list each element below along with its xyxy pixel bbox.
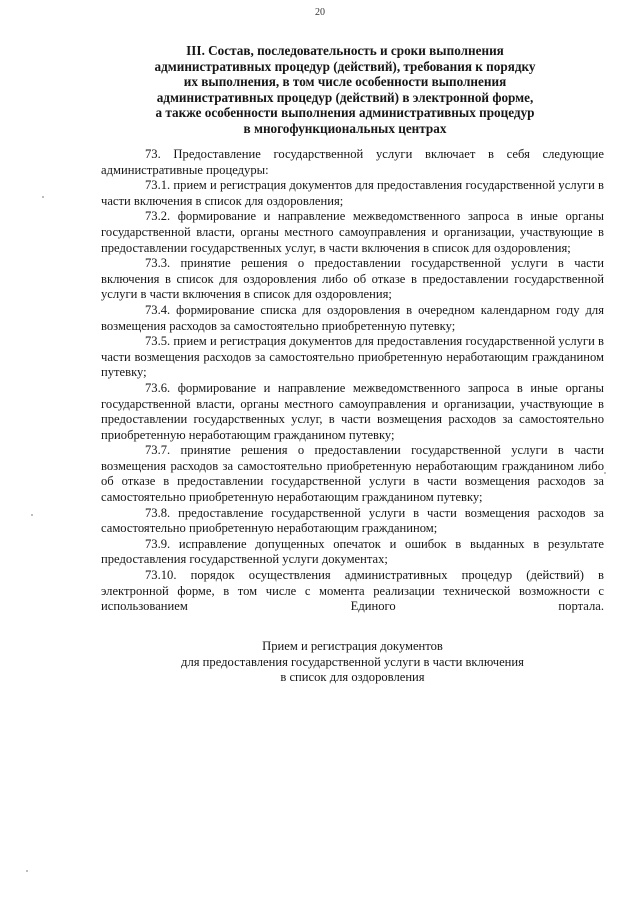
- scan-speck: [26, 870, 28, 872]
- paragraph-73-1: 73.1. прием и регистрация документов для предоставления государственной услуги в части включения в список для оздоровления;: [101, 178, 604, 208]
- page-number: 20: [315, 7, 325, 18]
- paragraph-73-7: 73.7. принятие решения о предоставлении государственной услуги в части возмещения расходов за самостоятельно приобретенную неработающим гражданином либо об отказе в предоставлении государственной услуги в части возмещения расходов за самостоятельно приобретенную неработающим гражданином путевку;: [101, 443, 604, 505]
- scan-speck: [42, 196, 44, 198]
- body-text: [101, 147, 604, 615]
- paragraph-73-2: 73.2. формирование и направление межведомственного запроса в иные органы государственной власти, органы местного самоуправления и организации, участвующие в предоставлении государственных услуг, в части включения в список для оздоровления;: [101, 209, 604, 255]
- section-title-line: III. Состав, последовательность и сроки выполнения: [186, 43, 504, 58]
- section-title-line: в многофункциональных центрах: [243, 120, 447, 136]
- subsection-title: [101, 639, 604, 686]
- scan-speck: [31, 514, 33, 516]
- subsection-title-line: в список для оздоровления: [280, 670, 425, 685]
- section-title: [120, 43, 570, 137]
- paragraph-73-10: 73.10. порядок осуществления административных процедур (действий) в электронной форме, в том числе с момента реализации технической возможности с использованием Единого портала.: [101, 568, 604, 614]
- paragraph-73-6: 73.6. формирование и направление межведомственного запроса в иные органы государственной власти, органы местного самоуправления и организации, участвующие в предоставлении государственных услуг, в части возмещения расходов за самостоятельно приобретенную неработающим гражданином путевку;: [101, 380, 604, 442]
- scan-speck: [604, 472, 606, 474]
- paragraph-73-8: 73.8. предоставление государственной услуги в части возмещения расходов за самостоятельно приобретенную неработающим гражданином;: [101, 505, 604, 536]
- section-title-line: их выполнения, в том числе особенности выполнения: [183, 74, 507, 90]
- paragraph-73-4: 73.4. формирование списка для оздоровления в очередном календарном году для возмещения расходов за самостоятельно приобретенную путевку;: [101, 302, 604, 333]
- paragraph-73-3: 73.3. принятие решения о предоставлении государственной услуги в части включения в список для оздоровления либо об отказе в предоставлении государственной услуги в части включения в список для оздоровления;: [101, 256, 604, 302]
- subsection-title-line: Прием и регистрация документов: [262, 639, 443, 653]
- section-title-line: административных процедур (действий), требования к порядку: [154, 58, 536, 74]
- paragraph-73: 73. Предоставление государственной услуги включает в себя следующие административные процедуры:: [101, 147, 604, 177]
- subsection-title-line: для предоставления государственной услуги в части включения: [181, 654, 524, 669]
- paragraph-73-5: 73.5. прием и регистрация документов для предоставления государственной услуги в части возмещения расходов за самостоятельно приобретенную неработающим гражданином путевку;: [101, 334, 604, 380]
- paragraph-73-9: 73.9. исправление допущенных опечаток и ошибок в выданных в результате предоставления государственной услуги документах;: [101, 536, 604, 567]
- section-title-line: а также особенности выполнения административных процедур: [155, 105, 535, 121]
- section-title-line: административных процедур (действий) в электронной форме,: [156, 89, 534, 105]
